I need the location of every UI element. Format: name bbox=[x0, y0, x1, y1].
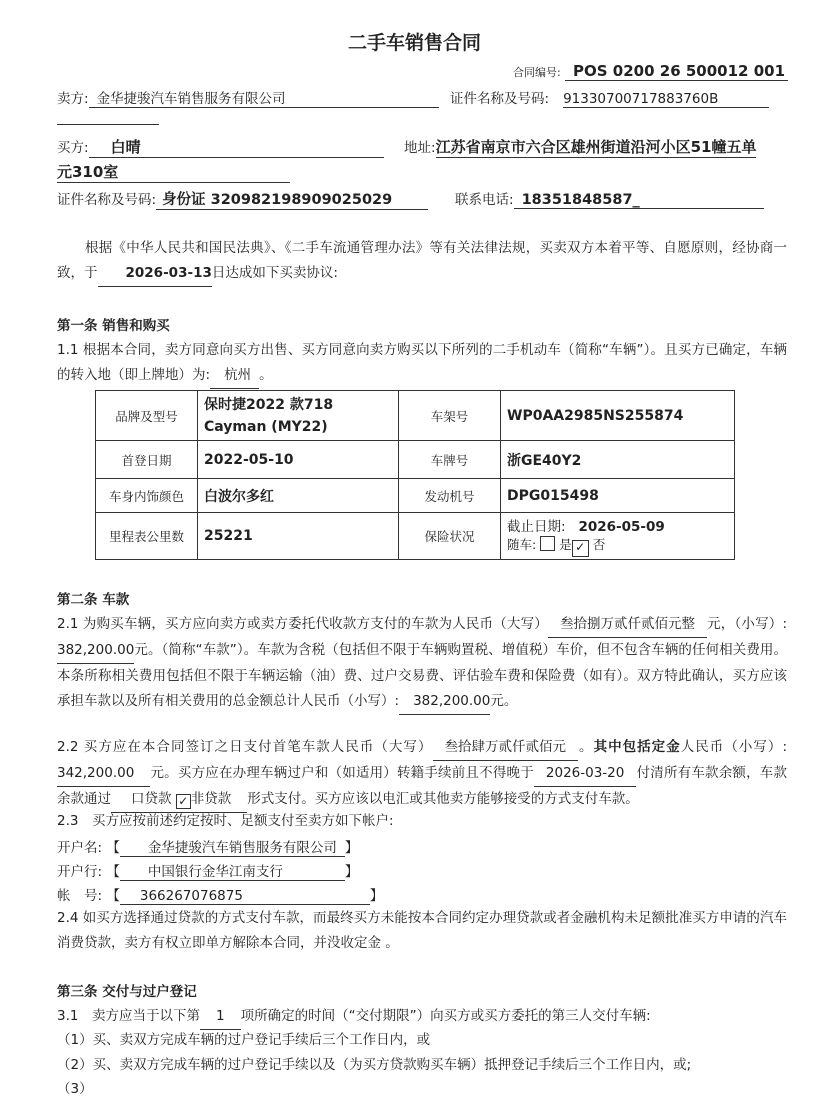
registration-city: 杭州 bbox=[210, 363, 259, 389]
color-label: 车身内饰颜色 bbox=[96, 479, 198, 513]
mileage-label: 里程表公里数 bbox=[96, 513, 198, 560]
delivery-item-3: （3） bbox=[57, 1081, 93, 1097]
seller-label: 卖方: bbox=[57, 91, 89, 107]
buyer-id-value: 身份证 320982198909025029 bbox=[156, 188, 428, 210]
brand-label: 品牌及型号 bbox=[96, 391, 198, 441]
account-number: 366267076875 bbox=[120, 888, 370, 905]
account-name: 金华捷骏汽车销售服务有限公司 bbox=[120, 836, 345, 857]
loan-option[interactable]: 口贷款 bbox=[131, 791, 172, 807]
insurance-date: 2026-05-09 bbox=[578, 519, 665, 535]
seller-id-label: 证件名称及号码: bbox=[450, 91, 550, 107]
insurance-label: 保险状况 bbox=[399, 513, 501, 560]
seller-id-underline bbox=[57, 124, 159, 125]
buyer-label: 买方: bbox=[57, 140, 89, 156]
seller-id-row bbox=[450, 87, 769, 108]
buyer-address-label: 地址: bbox=[404, 140, 436, 156]
buyer-id-row bbox=[57, 188, 428, 210]
delivery-item-2: （2）买、卖双方完成车辆的过户登记手续以及（为买方贷款购买车辆）抵押登记手续后三个工作日内，或; bbox=[57, 1057, 692, 1073]
price-lower: 382,200.00 bbox=[57, 638, 134, 664]
page-title: 二手车销售合同 bbox=[347, 32, 481, 54]
buyer-row bbox=[57, 136, 384, 158]
bank-name: 中国银行金华江南支行 bbox=[120, 860, 345, 881]
price-upper: 叁拾捌万贰仟贰佰元整 bbox=[548, 612, 707, 638]
buyer-value: 白晴 bbox=[89, 136, 384, 158]
contract-number-label: 合同编号: bbox=[513, 66, 561, 79]
contract-number bbox=[513, 62, 788, 81]
delivery-item-1: （1）买、卖双方完成车辆的过户登记手续后三个工作日内，或 bbox=[57, 1032, 431, 1048]
clause-2-2: 2.2 买方应在本合同签订之日支付首笔车款人民币（大写） 叁拾肆万贰仟贰佰元 。其中包括定金人民币（小写）:342,200.00 元。买方应在办理车辆过户和（如适用）转籍手续前且不得晚于 2026-03-20 付清所有车款余额，车款余款通过 口贷款 ✓ 非贷款 形式支付。买方应该以电汇或其他卖方能够接受的方式支付车款。 bbox=[57, 735, 787, 813]
buyer-id-label: 证件名称及号码: bbox=[57, 192, 157, 208]
buyer-address-line2: 元310室 bbox=[57, 161, 290, 183]
insurance-value: 截止日期: 2026-05-09 随车: 是 ✓ 否 bbox=[501, 513, 735, 560]
buyer-phone-row bbox=[455, 188, 764, 209]
engine-value: DPG015498 bbox=[501, 479, 735, 513]
account-name-row: 开户名: 【 金华捷骏汽车销售服务有限公司 】 bbox=[57, 836, 358, 857]
seller-id-value: 91330700717883760B bbox=[563, 91, 769, 108]
nonloan-option: 非贷款 bbox=[190, 791, 232, 807]
deposit-upper: 叁拾肆万贰仟贰佰元 bbox=[433, 735, 579, 761]
nonloan-checkbox[interactable]: ✓ bbox=[176, 794, 191, 809]
reg-date-label: 首登日期 bbox=[96, 441, 198, 479]
clause-3-1: 3.1 卖方应当于以下第 1 项所确定的时间（“交付期限”）向买方或买方委托的第三人交付车辆: bbox=[57, 1004, 787, 1030]
price-total: 382,200.00 bbox=[399, 689, 490, 715]
balance-date: 2026-03-20 bbox=[534, 761, 636, 787]
contract-number-value: POS 0200 26 500012 001 bbox=[565, 62, 788, 81]
clause-2-1: 2.1 为购买车辆，买方应向卖方或卖方委托代收款方支付的车款为人民币（大写） 叁拾捌万贰仟贰佰元整 元，（小写）:382,200.00元。（简称“车款”）。车款为含税（包括但不限于车辆购置税、增值税）车价，但不包含车辆的任何相关费用。本条所称相关费用包括但不限于车辆运输（油）费、过户交易费、评估验车费和保险费（如有）。双方特此确认，买方应该承担车款以及所有相关费用的总金额总计人民币（小写）: 382,200.00元。 bbox=[57, 612, 787, 715]
vin-label: 车架号 bbox=[399, 391, 501, 441]
vehicle-table bbox=[95, 390, 735, 560]
mileage-value: 25221 bbox=[198, 513, 399, 560]
no-checkbox[interactable]: ✓ bbox=[572, 540, 589, 557]
bank-row: 开户行: 【 中国银行金华江南支行 】 bbox=[57, 860, 358, 881]
engine-label: 发动机号 bbox=[399, 479, 501, 513]
reg-date-value: 2022-05-10 bbox=[198, 441, 399, 479]
plate-value: 浙GE40Y2 bbox=[501, 441, 735, 479]
buyer-address-row bbox=[404, 136, 756, 158]
yes-checkbox[interactable] bbox=[540, 536, 555, 551]
clause-2-4: 2.4 如买方选择通过贷款的方式支付车款，而最终买方未能按本合同约定办理贷款或者金融机构未足额批准买方申请的汽车消费贷款，卖方有权立即单方解除本合同，并没收定金 。 bbox=[57, 910, 787, 951]
buyer-address-line1: 江苏省南京市六合区雄州街道沿河小区51幢五单 bbox=[435, 138, 757, 156]
vin-value: WP0AA2985NS255874 bbox=[501, 391, 735, 441]
buyer-phone-label: 联系电话: bbox=[455, 192, 514, 208]
brand-value: 保时捷2022 款718 Cayman (MY22) bbox=[198, 391, 399, 441]
account-number-row: 帐 号: 【 366267076875 】 bbox=[57, 888, 384, 904]
agreement-date: 2026-03-13 bbox=[98, 261, 212, 287]
seller-value: 金华捷骏汽车销售服务有限公司 bbox=[89, 87, 439, 108]
section3-heading: 第三条 交付与过户登记 bbox=[57, 984, 197, 1000]
section1-heading: 第一条 销售和购买 bbox=[57, 318, 170, 334]
color-value: 白波尔多红 bbox=[198, 479, 399, 513]
clause-1-1: 1.1 根据本合同，卖方同意向买方出售、买方同意向卖方购买以下所列的二手机动车（简称“车辆”）。且买方已确定，车辆的转入地（即上牌地）为: 杭州 。 bbox=[57, 338, 787, 389]
intro-paragraph: 根据《中华人民共和国民法典》、《二手车流通管理办法》等有关法律法规，买卖双方本着平等、自愿原则，经协商一致，于 2026-03-13日达成如下买卖协议: bbox=[57, 236, 787, 287]
seller-row bbox=[57, 87, 439, 108]
delivery-option: 1 bbox=[200, 1004, 241, 1030]
deposit-lower: 342,200.00 bbox=[57, 761, 150, 787]
buyer-phone-value: 18351848587_ bbox=[514, 192, 764, 209]
plate-label: 车牌号 bbox=[399, 441, 501, 479]
section2-heading: 第二条 车款 bbox=[57, 592, 130, 608]
clause-2-3: 2.3 买方应按前述约定按时、足额支付至卖方如下帐户: bbox=[57, 813, 394, 829]
